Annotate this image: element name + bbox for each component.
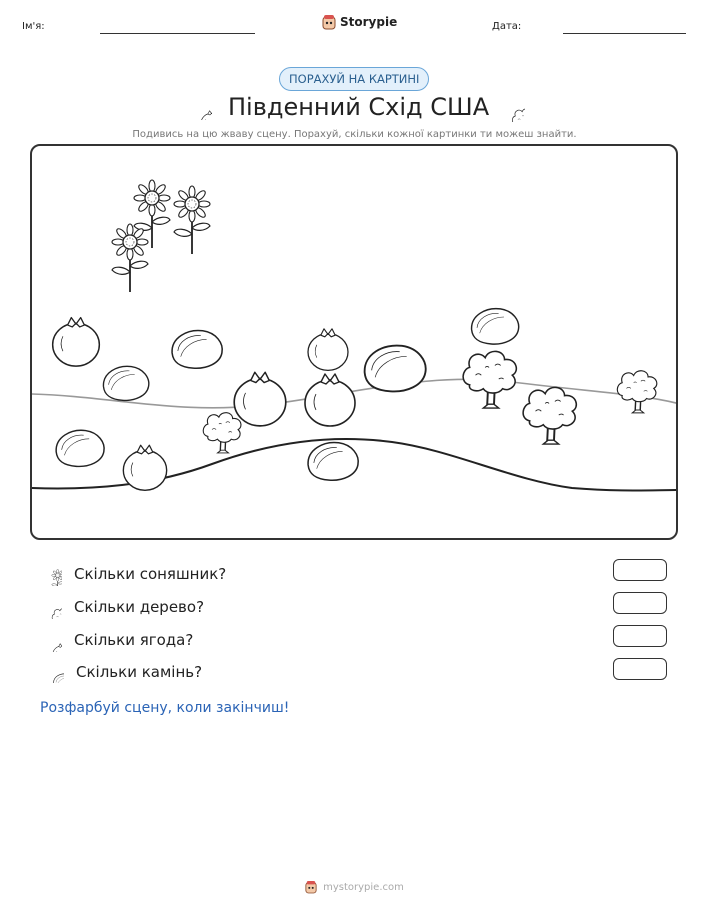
berry-icon xyxy=(305,374,355,426)
answer-box-sunflower[interactable] xyxy=(613,559,667,581)
stone-icon xyxy=(172,331,222,369)
question-stone xyxy=(40,661,202,683)
tree-icon xyxy=(463,351,516,408)
stone-icon xyxy=(365,346,426,392)
berry-icon xyxy=(53,318,100,367)
berry-icon xyxy=(40,628,62,652)
question-text: Скільки дерево? xyxy=(74,598,205,616)
question-text: Скільки соняшник? xyxy=(74,565,227,583)
answer-box-stone[interactable] xyxy=(613,658,667,680)
sunflower-icon xyxy=(40,562,62,586)
sunflower-icon xyxy=(134,180,170,248)
question-sunflower xyxy=(40,562,226,586)
berry-icon xyxy=(123,445,166,490)
question-berry xyxy=(40,628,193,652)
tree-icon xyxy=(497,92,525,122)
counting-scene xyxy=(30,144,678,540)
sunflower-icon xyxy=(174,186,210,254)
question-tree xyxy=(40,595,204,619)
footer-url[interactable]: mystorypie.com xyxy=(323,881,404,893)
date-line[interactable] xyxy=(563,33,686,34)
brand-name: Storypie xyxy=(340,15,398,29)
berry-icon xyxy=(186,93,212,120)
scene-drawing xyxy=(32,146,678,540)
name-line[interactable] xyxy=(100,33,255,34)
question-text: Скільки камінь? xyxy=(76,663,203,681)
page-title: Південний Схід США xyxy=(228,93,490,121)
tree-icon xyxy=(617,371,656,413)
sunflower-icon xyxy=(112,224,148,292)
answer-box-berry[interactable] xyxy=(613,625,667,647)
stone-icon xyxy=(472,309,519,344)
stone-icon xyxy=(56,430,104,466)
tree-icon xyxy=(523,387,576,444)
stone-icon xyxy=(103,366,148,400)
coloring-note: Розфарбуй сцену, коли закінчиш! xyxy=(40,700,290,716)
storypie-mascot-icon xyxy=(305,880,317,894)
storypie-mascot-icon xyxy=(322,14,336,30)
name-label: Ім'я: xyxy=(22,21,45,32)
instructions: Подивись на цю жваву сцену. Порахуй, скільки кожної картинки ти можеш знайти. xyxy=(132,129,577,140)
question-text: Скільки ягода? xyxy=(74,631,194,649)
berry-icon xyxy=(308,329,348,371)
stone-icon xyxy=(308,443,358,481)
brand-logo xyxy=(322,14,397,30)
stone-icon xyxy=(40,661,64,683)
berry-icon xyxy=(234,372,286,426)
tree-icon xyxy=(203,413,241,453)
date-label: Дата: xyxy=(492,21,522,32)
count-badge: ПОРАХУЙ НА КАРТИНІ xyxy=(279,67,429,91)
tree-icon xyxy=(40,595,62,619)
footer-brand xyxy=(0,880,709,894)
answer-box-tree[interactable] xyxy=(613,592,667,614)
